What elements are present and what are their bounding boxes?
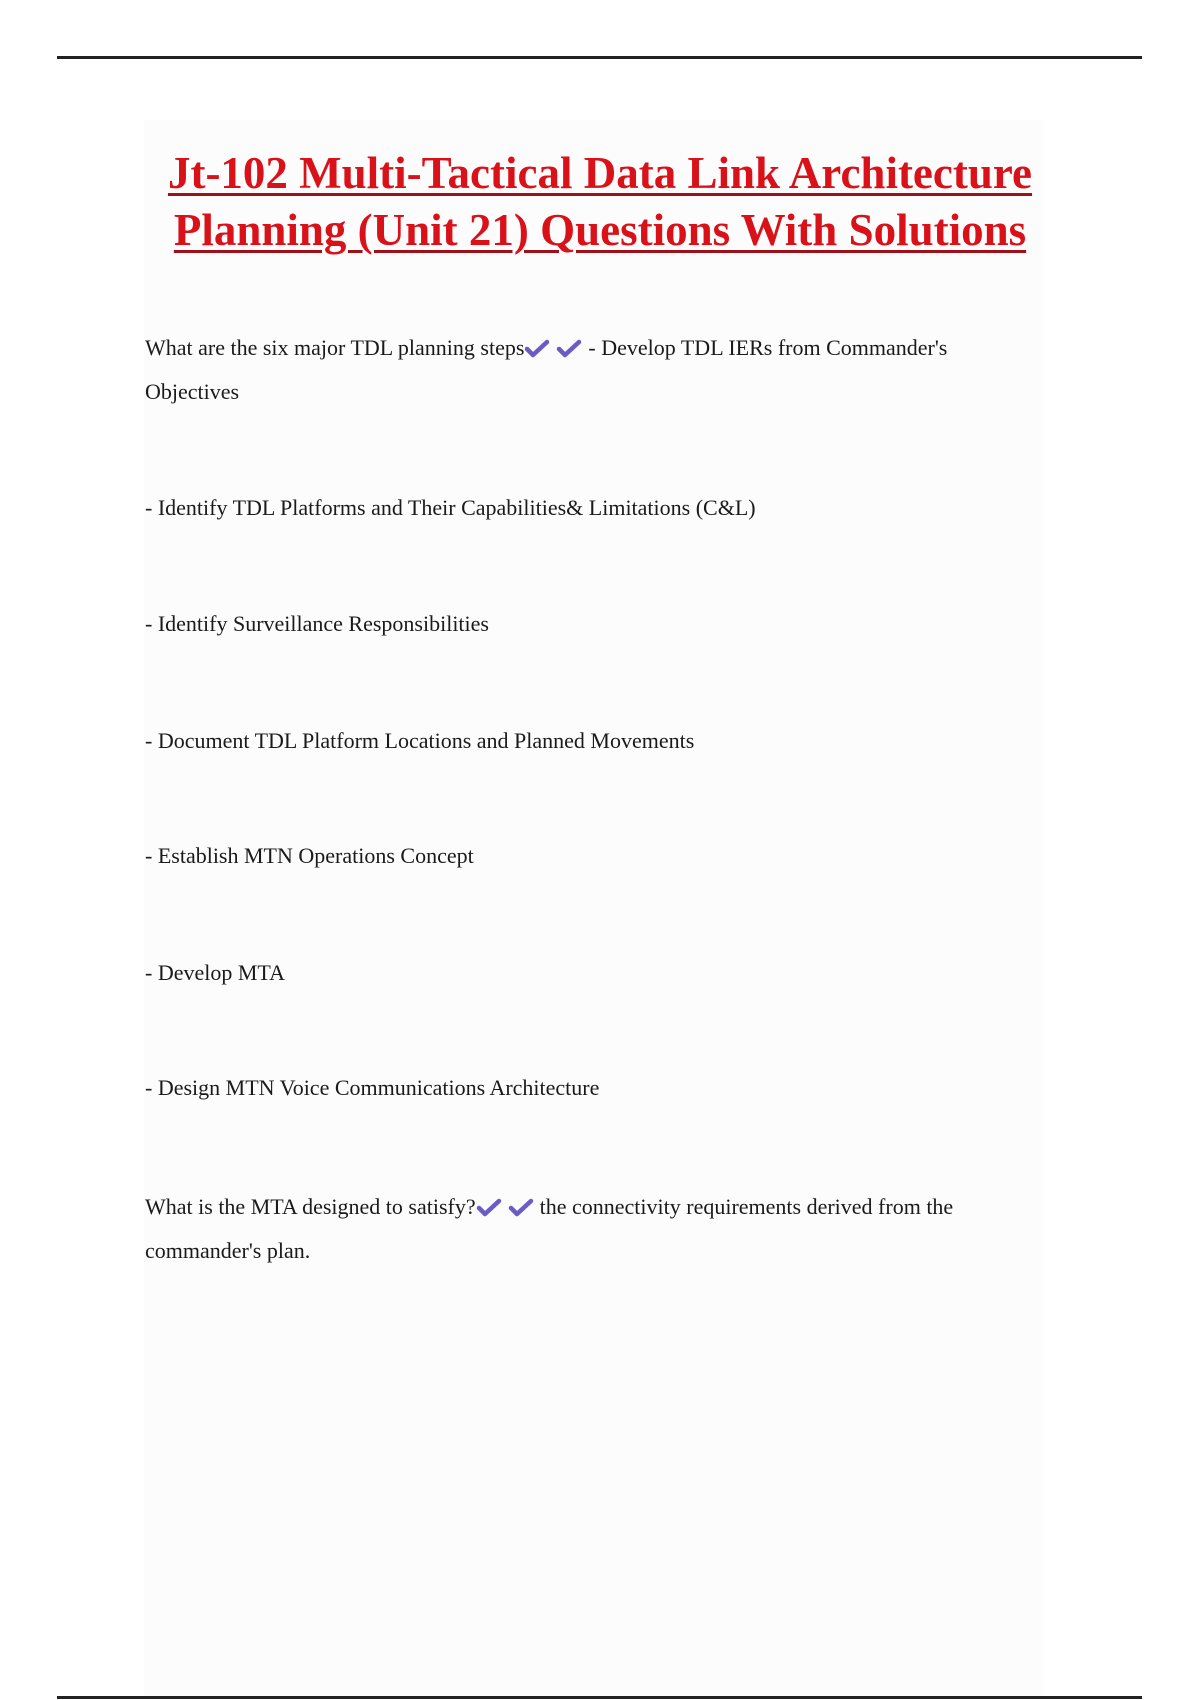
title-line-2: Planning (Unit 21) Questions With Solutions [173,205,1027,255]
list-item: - Document TDL Platform Locations and Planned Movements [145,728,695,753]
checkmark-icon [556,337,582,359]
top-rule [57,56,1142,59]
question-1-text: What are the six major TDL planning steps [145,335,525,360]
answer-1-line-2: Objectives [145,379,240,404]
list-item: - Identify Surveillance Responsibilities [145,611,489,636]
list-item: - Develop MTA [145,960,285,985]
answer-2-line-2: commander's plan. [145,1238,311,1263]
answer-1-line-1: - Develop TDL IERs from Commander's [588,335,948,360]
question-2 [145,1185,1045,1273]
bottom-rule [57,1696,1142,1699]
question-2-text: What is the MTA designed to satisfy? [145,1194,476,1219]
document-title [0,145,1200,259]
answer-2-line-1: the connectivity requirements derived from the [539,1194,954,1219]
checkmark-icon [524,337,550,359]
checkmark-icon [476,1196,502,1218]
list-item: - Establish MTN Operations Concept [145,843,474,868]
list-item: - Identify TDL Platforms and Their Capabilities& Limitations (C&L) [145,495,756,520]
title-line-1: Jt-102 Multi-Tactical Data Link Architecture [167,148,1033,198]
list-item: - Design MTN Voice Communications Architecture [145,1075,600,1100]
checkmark-icon [508,1196,534,1218]
question-1 [145,326,1045,414]
